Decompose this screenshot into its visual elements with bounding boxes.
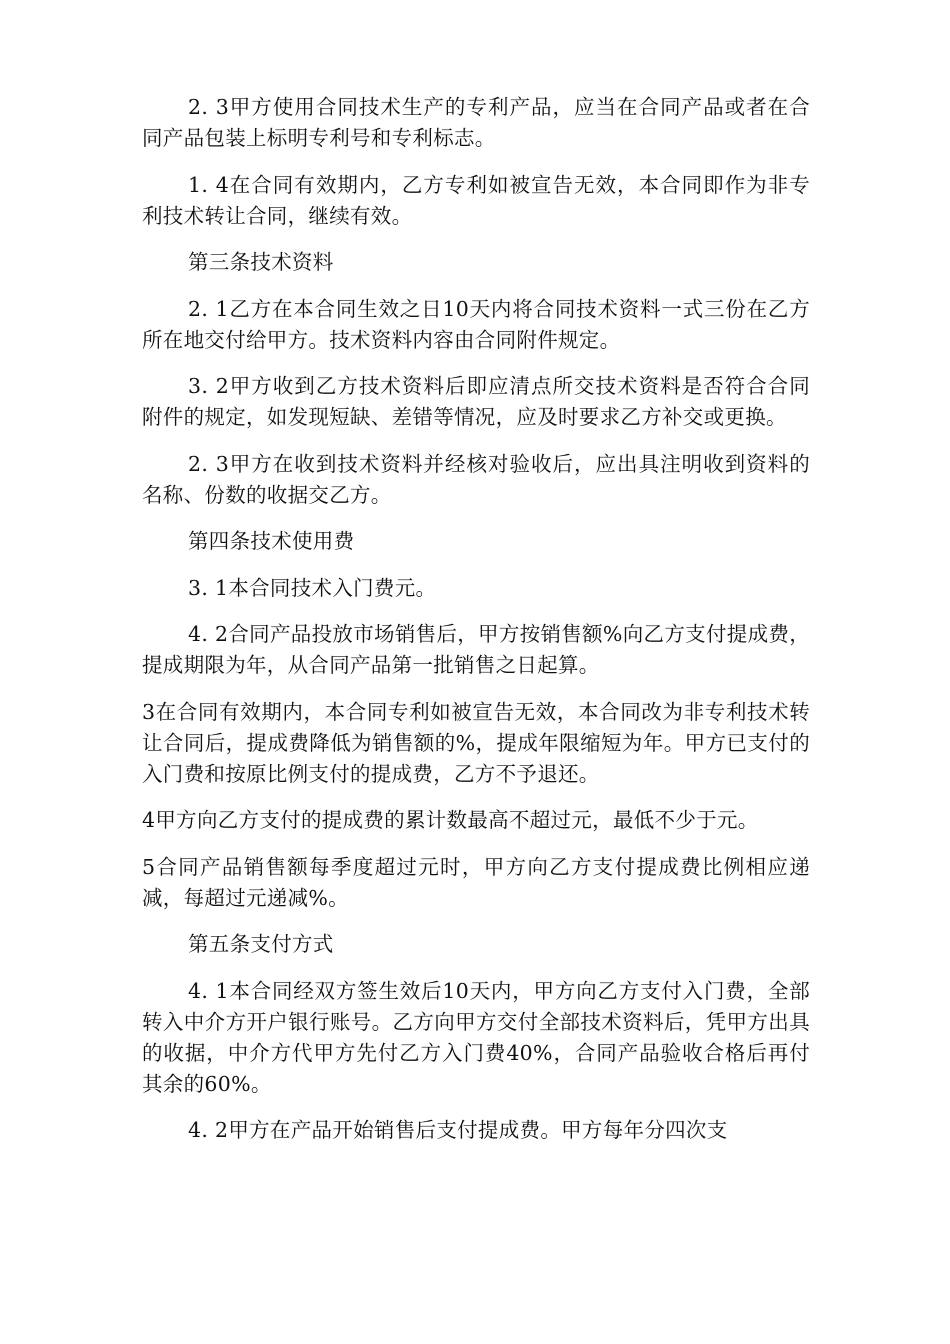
clause-3-2-inspection: 3. 2甲方收到乙方技术资料后即应清点所交技术资料是否符合合同附件的规定，如发现短缺、差错等情况，应及时要求乙方补交或更换。 — [142, 374, 810, 429]
clause-4-royalty-limits: 4甲方向乙方支付的提成费的累计数最高不超过元，最低不少于元。 — [142, 808, 759, 832]
clause-4-2-royalty: 4. 2合同产品投放市场销售后，甲方按销售额%向乙方支付提成费，提成期限为年，从合同产品第一批销售之日起算。 — [142, 622, 810, 677]
clause-2-3-patent-marking: 2. 3甲方使用合同技术生产的专利产品，应当在合同产品或者在合同产品包装上标明专利号和专利标志。 — [142, 95, 810, 150]
clause-3-invalidation: 3在合同有效期内，本合同专利如被宣告无效，本合同改为非专利技术转让合同后，提成费降低为销售额的%，提成年限缩短为年。甲方已支付的入门费和按原比例支付的提成费，乙方不予退还。 — [142, 699, 810, 786]
clause-5-royalty-decrease: 5合同产品销售额每季度超过元时，甲方向乙方支付提成费比例相应递减，每超过元递减%。 — [142, 854, 810, 910]
section-heading-article-5: 第五条支付方式 — [188, 932, 334, 956]
section-heading-article-3: 第三条技术资料 — [188, 250, 334, 274]
document-body — [142, 92, 810, 1162]
section-heading-article-4: 第四条技术使用费 — [188, 529, 355, 553]
clause-3-1-entry-fee: 3. 1本合同技术入门费元。 — [188, 575, 437, 600]
clause-2-1-delivery: 2. 1乙方在本合同生效之日10天内将合同技术资料一式三份在乙方所在地交付给甲方。技术资料内容由合同附件规定。 — [142, 296, 810, 352]
clause-4-2-royalty-payment: 4. 2甲方在产品开始销售后支付提成费。甲方每年分四次支 — [188, 1118, 728, 1142]
clause-4-1-payment: 4. 1本合同经双方签生效后10天内，甲方向乙方支付入门费，全部转入中介方开户银行账号。乙方向甲方交付全部技术资料后，凭甲方出具的收据，中介方代甲方先付乙方入门费40%，合同产品验收合格后再付其余的60%。 — [142, 978, 810, 1096]
clause-2-3-receipt: 2. 3甲方在收到技术资料并经核对验收后，应出具注明收到资料的名称、份数的收据交乙方。 — [142, 451, 810, 507]
clause-1-4-validity: 1. 4在合同有效期内，乙方专利如被宣告无效，本合同即作为非专利技术转让合同，继续有效。 — [142, 172, 810, 228]
